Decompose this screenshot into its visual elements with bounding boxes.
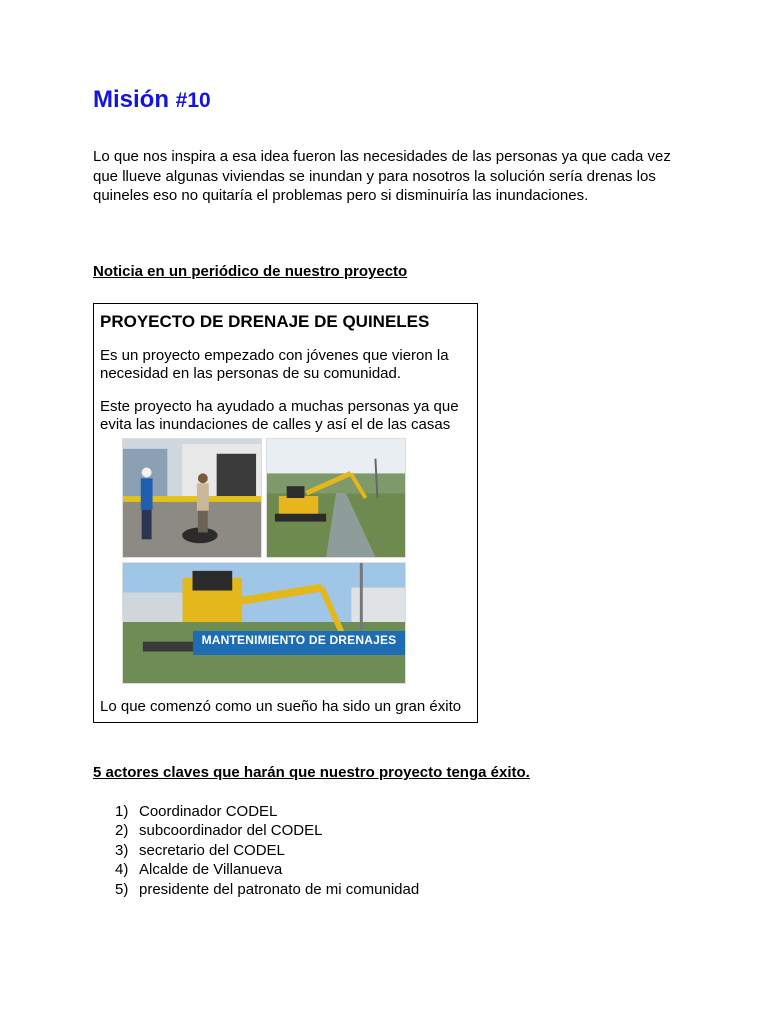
banner-label: MANTENIMIENTO DE DRENAJES	[193, 631, 405, 655]
list-number: 2)	[115, 822, 129, 840]
list-number: 3)	[115, 841, 129, 859]
list-item	[115, 860, 419, 879]
photo-excavator-canal	[266, 438, 406, 558]
actors-heading: 5 actores claves que harán que nuestro proyecto tenga éxito.	[93, 764, 530, 781]
list-item	[115, 821, 419, 840]
news-title: PROYECTO DE DRENAJE DE QUINELES	[100, 312, 430, 331]
list-text: Alcalde de Villanueva	[139, 861, 283, 879]
list-number: 4)	[115, 861, 129, 879]
list-item	[115, 880, 419, 899]
list-text: subcoordinador del CODEL	[139, 822, 323, 840]
list-item	[115, 802, 419, 821]
news-paragraph-1: Es un proyecto empezado con jóvenes que vieron la necesidad en las personas de su comunidad.	[100, 347, 449, 382]
list-text: Coordinador CODEL	[139, 803, 278, 820]
news-paragraph-2: Este proyecto ha ayudado a muchas personas ya que evita las inundaciones de calles y así el de las casas	[100, 398, 459, 433]
page-title	[93, 86, 211, 114]
list-item	[115, 841, 419, 860]
photo-workers-manhole	[122, 438, 262, 558]
news-closing: Lo que comenzó como un sueño ha sido un gran éxito	[100, 698, 462, 715]
title-number: #10	[175, 89, 211, 112]
photo-maintenance-banner	[122, 562, 406, 684]
news-article-box	[93, 303, 478, 723]
list-number: 1)	[115, 803, 129, 820]
list-text: presidente del patronato de mi comunidad	[139, 880, 420, 898]
news-heading: Noticia en un periódico de nuestro proyecto	[93, 263, 408, 280]
actors-list	[115, 802, 419, 899]
list-text: secretario del CODEL	[139, 841, 285, 859]
list-number: 5)	[115, 880, 129, 898]
intro-paragraph: Lo que nos inspira a esa idea fueron las necesidades de las personas ya que cada vez que llueve algunas viviendas se inundan y para nosotros la solución sería drenas los quineles eso no quitaría el problemas pero si disminuiría las inundaciones.	[93, 148, 671, 204]
title-text: Misión	[93, 86, 169, 113]
